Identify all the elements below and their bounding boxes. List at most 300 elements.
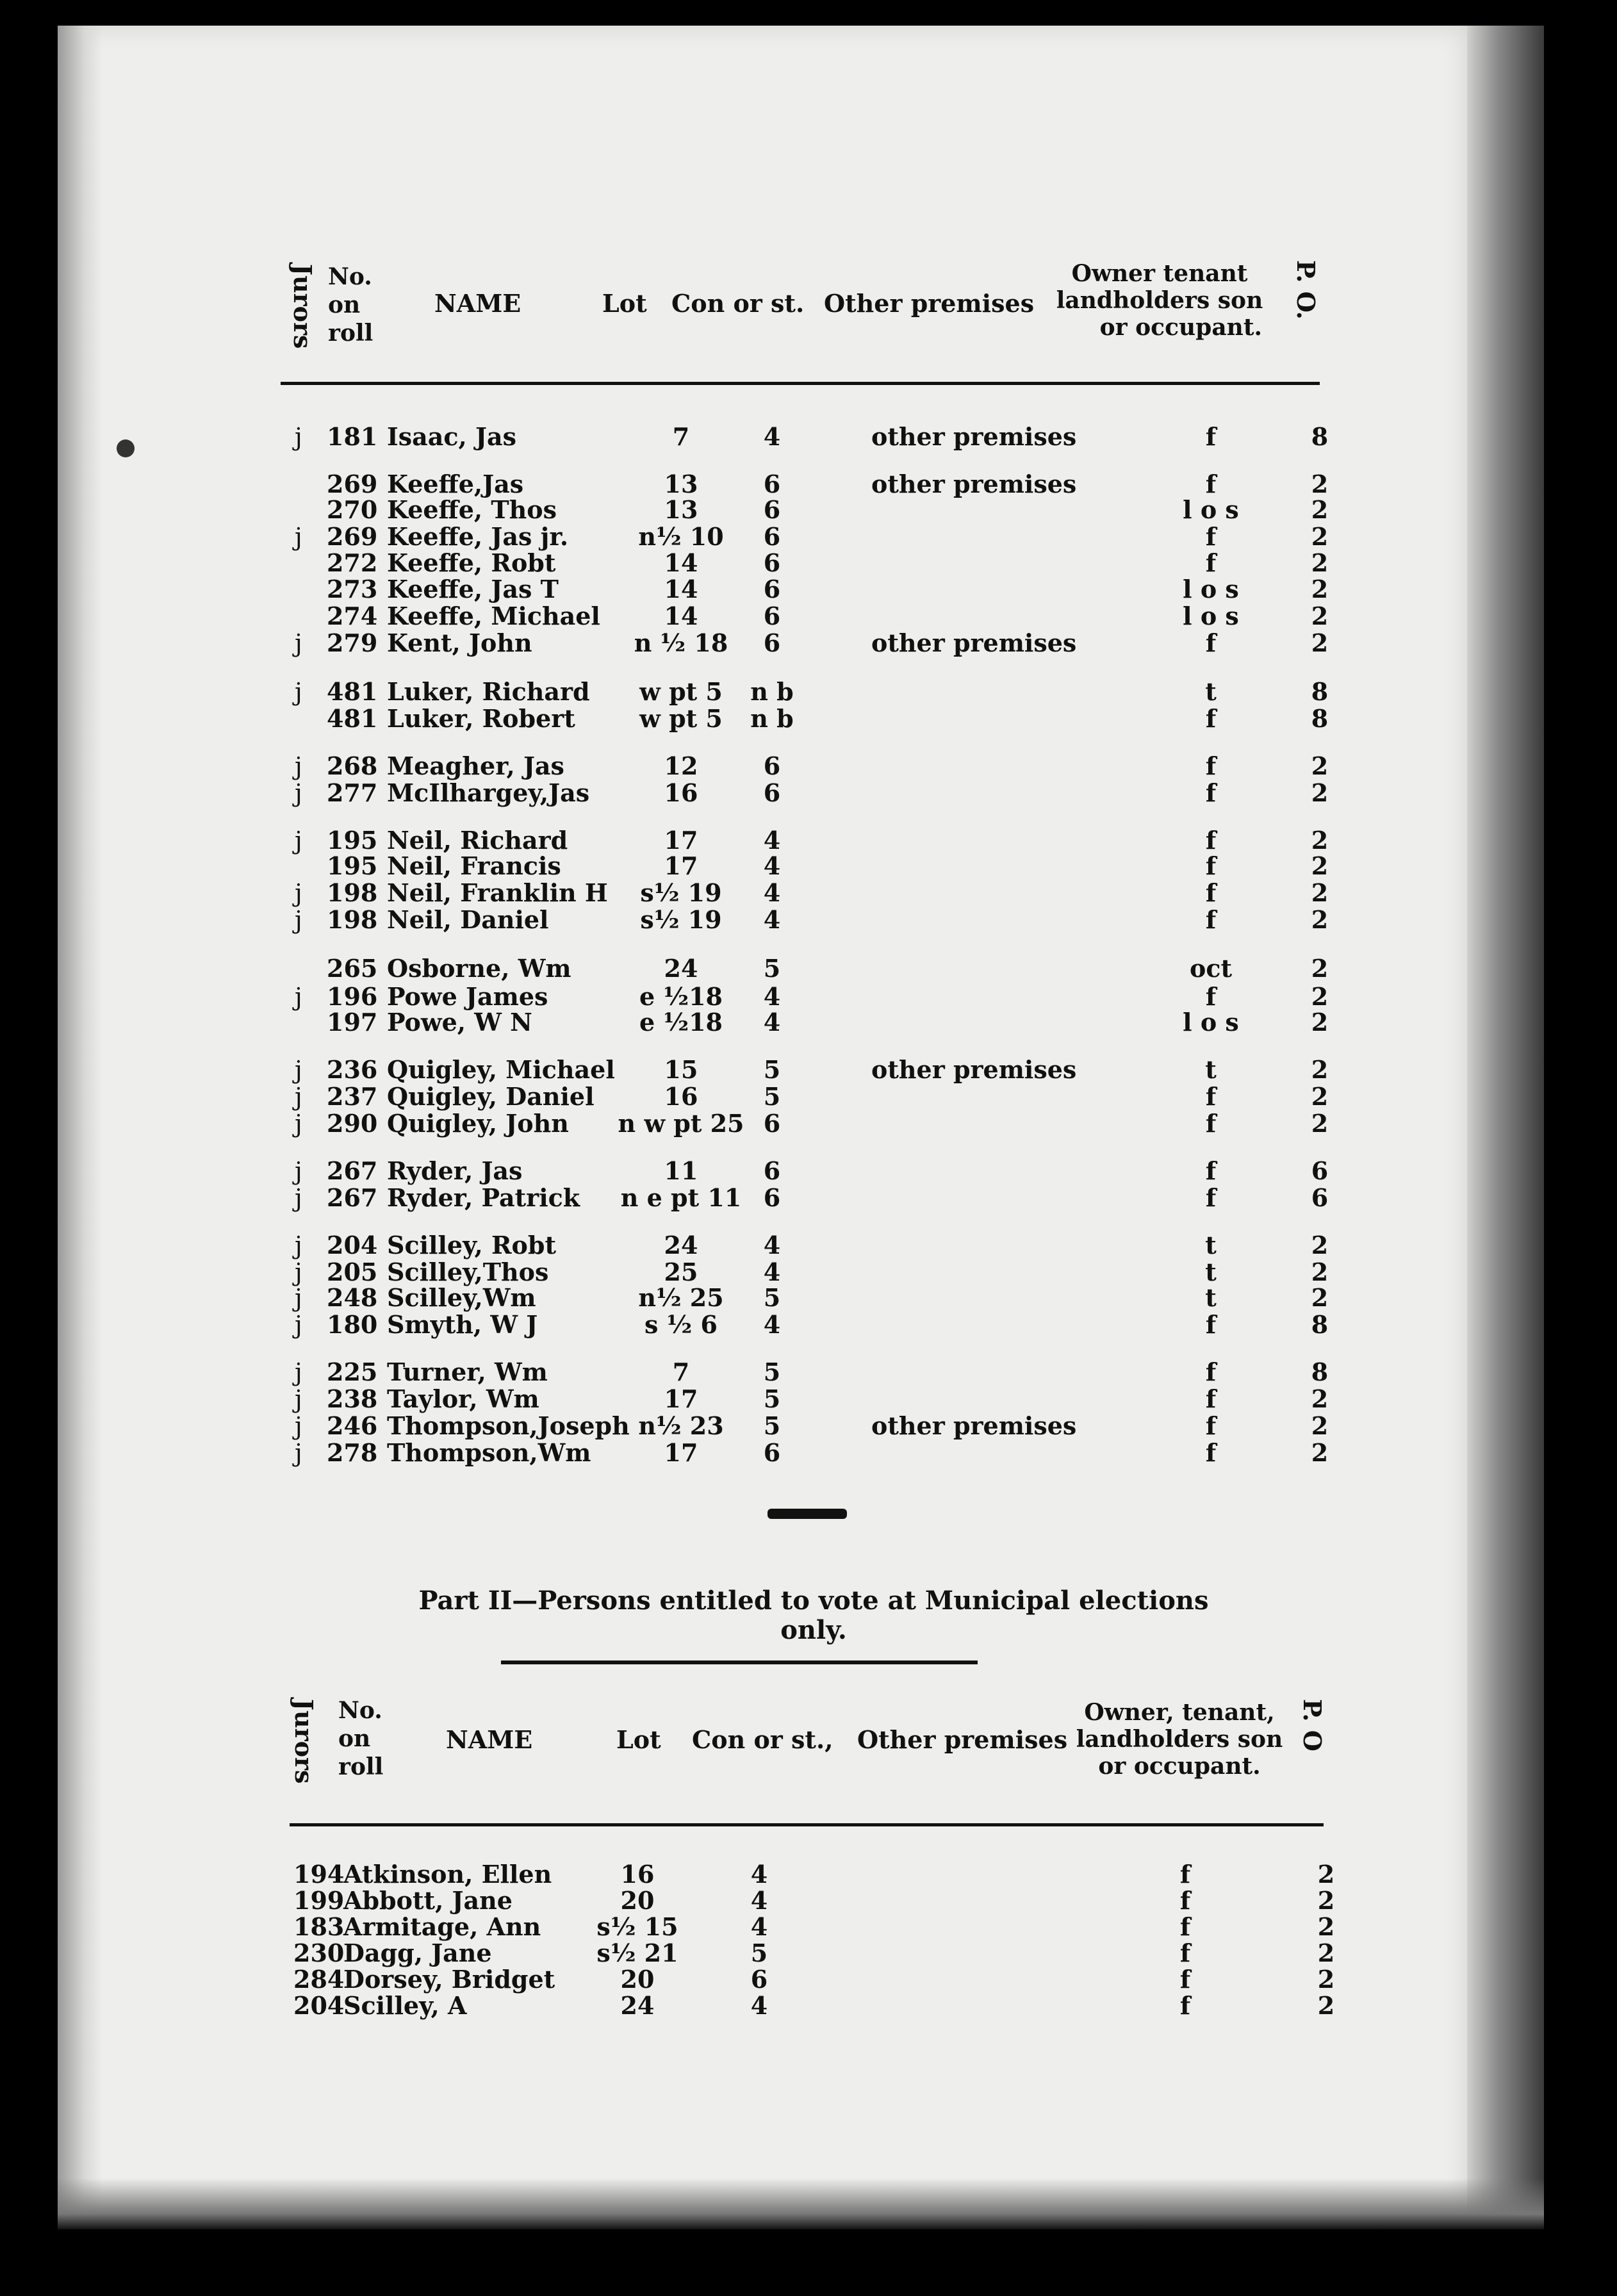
cell-owner: f [1205,628,1217,657]
cell-lot: 14 [664,602,698,630]
cell-num: 236 [327,1055,378,1084]
cell-po: 2 [1311,851,1329,880]
cell-num: 481 [327,677,378,706]
cell-name: Neil, Francis [387,851,561,880]
cell-con: 5 [763,1055,781,1084]
header-name: NAME [434,289,521,318]
cell-po: 2 [1311,628,1329,657]
cell-name: Luker, Robert [387,704,575,733]
cell-name: Luker, Richard [387,677,590,706]
cell-owner: f [1205,470,1217,498]
cell-name: Keeffe,Jas [387,470,524,498]
table-row [0,1008,1617,1037]
cell-po: 2 [1311,826,1329,855]
cell-num: 230 [293,1939,345,1967]
cell-num: 204 [327,1231,378,1259]
cell-po: 2 [1311,1384,1329,1413]
cell-name: Turner, Wm [387,1357,548,1386]
table-row [0,1110,1617,1138]
header2-name: NAME [446,1725,533,1754]
cell-name: Kent, John [387,628,532,657]
table-row [0,1157,1617,1185]
table-row [0,983,1617,1011]
table-row [0,826,1617,855]
cell-name: Ryder, Jas [387,1156,523,1185]
cell-num: 248 [327,1283,378,1312]
cell-other: other premises [871,628,1077,657]
cell-name: Powe, W N [387,1008,532,1037]
cell-po: 2 [1311,1082,1329,1111]
cell-owner: f [1205,1156,1217,1185]
cell-lot: 14 [664,548,698,577]
cell-lot: e ½18 [639,982,723,1011]
cell-owner: f [1179,1939,1191,1967]
cell-con: 4 [763,1310,781,1339]
cell-con: n b [750,677,794,706]
cell-j: j [295,1311,302,1339]
cell-owner: f [1205,704,1217,733]
cell-owner: f [1205,878,1217,907]
cell-j: j [295,779,302,807]
cell-con: 4 [750,1860,768,1889]
cell-num: 195 [327,826,378,855]
cell-lot: w pt 5 [639,704,723,733]
header-lot: Lot [602,289,647,318]
cell-po: 8 [1311,1310,1329,1339]
cell-owner: l o s [1183,495,1239,524]
header2-po: P. O [1298,1699,1327,1751]
cell-po: 6 [1311,1156,1329,1185]
cell-lot: 12 [664,751,698,780]
cell-po: 2 [1311,778,1329,807]
cell-name: Powe James [387,982,548,1011]
cell-owner: f [1205,1109,1217,1138]
cell-con: 5 [763,1283,781,1312]
cell-j: j [295,523,302,551]
cell-name: Quigley, John [387,1109,569,1138]
cell-owner: f [1205,851,1217,880]
cell-name: Keeffe, Thos [387,495,557,524]
header-rule [281,382,1320,385]
part2-title: Part II—Persons entitled to vote at Municipal elections only. [418,1586,1209,1645]
cell-owner: f [1205,548,1217,577]
cell-po: 2 [1317,1886,1335,1915]
cell-num: 265 [327,954,378,983]
cell-lot: 16 [620,1860,655,1889]
cell-con: 6 [763,628,781,657]
table-row [0,423,1617,451]
cell-con: 4 [763,905,781,934]
cell-owner: f [1179,1965,1191,1994]
cell-owner: f [1205,826,1217,855]
cell-name: Neil, Franklin H [387,878,608,907]
cell-num: 198 [327,905,378,934]
cell-num: 205 [327,1258,378,1286]
cell-name: Atkinson, Ellen [343,1860,552,1889]
cell-other: other premises [871,422,1077,451]
cell-po: 2 [1311,1109,1329,1138]
header-other-premises: Other premises [824,289,1035,318]
header-con: Con or st. [671,289,805,318]
part2-title-rule [501,1660,978,1664]
table-row [0,1913,1617,1941]
cell-j: j [295,1157,302,1185]
table-row [0,1965,1617,1994]
cell-con: 4 [763,982,781,1011]
cell-num: 267 [327,1156,378,1185]
header-owner: Owner tenant landholders son or occupant. [1056,260,1263,341]
cell-other: other premises [871,1055,1077,1084]
table-row [0,1231,1617,1259]
cell-po: 2 [1311,470,1329,498]
cell-lot: 24 [664,1231,698,1259]
cell-con: 6 [763,575,781,603]
cell-owner: t [1205,1231,1217,1259]
cell-con: 4 [763,1231,781,1259]
cell-owner: f [1205,1384,1217,1413]
cell-con: 6 [763,778,781,807]
cell-lot: 7 [672,1357,690,1386]
cell-lot: s ½ 6 [644,1310,718,1339]
cell-num: 273 [327,575,378,603]
cell-owner: f [1205,1411,1217,1440]
cell-po: 2 [1311,1231,1329,1259]
cell-owner: f [1205,1310,1217,1339]
cell-num: 269 [327,522,378,551]
cell-lot: 20 [620,1965,655,1994]
cell-num: 196 [327,982,378,1011]
cell-j: j [295,1258,302,1286]
cell-j: j [295,983,302,1011]
cell-j: j [295,1284,302,1312]
cell-con: 5 [763,1357,781,1386]
cell-lot: 16 [664,1082,698,1111]
table-row [0,1358,1617,1386]
cell-con: 6 [763,1109,781,1138]
cell-name: Isaac, Jas [387,422,517,451]
page-edge-bottom [58,2178,1544,2229]
table-row [0,1860,1617,1889]
cell-con: 6 [763,602,781,630]
cell-other: other premises [871,1411,1077,1440]
cell-owner: t [1205,1283,1217,1312]
cell-name: Scilley, Robt [387,1231,557,1259]
cell-owner: t [1205,1258,1217,1286]
header2-lot: Lot [616,1725,661,1754]
cell-lot: 7 [672,422,690,451]
cell-po: 2 [1311,1411,1329,1440]
cell-num: 195 [327,851,378,880]
cell-j: j [295,629,302,657]
cell-po: 2 [1311,1055,1329,1084]
header-po: P. O. [1292,260,1320,320]
cell-name: Taylor, Wm [387,1384,539,1413]
table-row [0,1887,1617,1915]
cell-num: 180 [327,1310,378,1339]
cell-j: j [295,752,302,780]
cell-con: 5 [763,1384,781,1413]
cell-j: j [295,906,302,934]
cell-j: j [295,879,302,907]
cell-j: j [295,1412,302,1440]
cell-con: 6 [763,470,781,498]
cell-j: j [295,1385,302,1413]
table-row [0,906,1617,934]
cell-j: j [295,826,302,855]
cell-num: 278 [327,1438,378,1467]
cell-con: 6 [763,548,781,577]
cell-name: Ryder, Patrick [387,1183,580,1212]
cell-po: 2 [1311,878,1329,907]
header2-other-premises: Other premises [857,1725,1068,1754]
cell-con: 4 [750,1886,768,1915]
table-row [0,705,1617,733]
table-row [0,1939,1617,1967]
table-row [0,955,1617,983]
cell-con: n b [750,704,794,733]
cell-po: 8 [1311,1357,1329,1386]
table-row [0,752,1617,780]
cell-j: j [295,1083,302,1111]
header2-con: Con or st., [692,1725,833,1754]
cell-po: 8 [1311,422,1329,451]
cell-owner: t [1205,677,1217,706]
header2-no-on-roll: No. on roll [338,1697,384,1780]
cell-j: j [295,1439,302,1467]
cell-po: 2 [1311,1438,1329,1467]
header2-jurors: Jurors [290,1699,318,1784]
cell-con: 4 [763,1008,781,1037]
cell-po: 2 [1311,982,1329,1011]
table-row [0,678,1617,706]
cell-j: j [295,423,302,451]
cell-owner: l o s [1183,602,1239,630]
table-row [0,1258,1617,1286]
cell-name: Thompson,Joseph [387,1411,630,1440]
cell-owner: f [1179,1991,1191,2020]
cell-po: 2 [1311,954,1329,983]
cell-lot: 17 [664,1384,698,1413]
cell-name: Neil, Daniel [387,905,549,934]
cell-lot: n½ 10 [638,522,724,551]
cell-owner: f [1205,1082,1217,1111]
cell-po: 2 [1311,1008,1329,1037]
table-row [0,1284,1617,1312]
header2-owner: Owner, tenant, landholders son or occupant. [1076,1699,1283,1780]
cell-lot: 20 [620,1886,655,1915]
cell-lot: 14 [664,575,698,603]
cell-j: j [295,1358,302,1386]
cell-owner: f [1205,982,1217,1011]
cell-name: Smyth, W J [387,1310,538,1339]
cell-po: 2 [1311,751,1329,780]
cell-j: j [295,1056,302,1084]
cell-con: 6 [763,1438,781,1467]
cell-num: 199 [293,1886,345,1915]
cell-po: 8 [1311,704,1329,733]
cell-num: 481 [327,704,378,733]
cell-lot: s½ 19 [640,878,722,907]
cell-num: 274 [327,602,378,630]
cell-po: 2 [1311,1258,1329,1286]
cell-con: 4 [750,1991,768,2020]
cell-con: 5 [763,1411,781,1440]
cell-lot: 11 [664,1156,698,1185]
table-row [0,852,1617,880]
header-no-on-roll: No. on roll [328,263,373,347]
cell-con: 6 [763,495,781,524]
cell-lot: 24 [664,954,698,983]
cell-name: Scilley,Thos [387,1258,549,1286]
table-row [0,629,1617,657]
cell-po: 2 [1317,1860,1335,1889]
cell-owner: f [1205,1183,1217,1212]
cell-owner: oct [1189,954,1233,983]
cell-name: Meagher, Jas [387,751,564,780]
table-row [0,523,1617,551]
header-jurors: Jurors [288,264,317,349]
header2-rule [290,1823,1324,1826]
cell-lot: s½ 19 [640,905,722,934]
cell-num: 194 [293,1860,345,1889]
cell-po: 2 [1311,905,1329,934]
cell-po: 2 [1311,575,1329,603]
cell-po: 2 [1311,522,1329,551]
cell-con: 4 [763,878,781,907]
cell-num: 284 [293,1965,345,1994]
cell-name: Osborne, Wm [387,954,571,983]
cell-name: McIlhargey,Jas [387,778,590,807]
cell-con: 5 [750,1939,768,1967]
cell-po: 2 [1311,548,1329,577]
cell-lot: n w pt 25 [618,1109,744,1138]
table-row [0,496,1617,524]
cell-po: 2 [1317,1991,1335,2020]
cell-con: 5 [763,954,781,983]
cell-con: 6 [763,751,781,780]
cell-name: Keeffe, Jas T [387,575,559,603]
cell-num: 198 [327,878,378,907]
cell-owner: f [1205,1438,1217,1467]
cell-j: j [295,1184,302,1212]
cell-num: 267 [327,1183,378,1212]
cell-lot: 17 [664,1438,698,1467]
cell-num: 238 [327,1384,378,1413]
cell-name: Abbott, Jane [343,1886,513,1915]
cell-owner: f [1205,778,1217,807]
cell-num: 279 [327,628,378,657]
cell-con: 4 [763,422,781,451]
cell-name: Dorsey, Bridget [343,1965,555,1994]
cell-num: 197 [327,1008,378,1037]
cell-num: 204 [293,1991,345,2020]
cell-owner: f [1179,1912,1191,1941]
table-row [0,575,1617,603]
cell-owner: f [1205,1357,1217,1386]
cell-name: Thompson,Wm [387,1438,591,1467]
cell-name: Keeffe, Michael [387,602,600,630]
table-row [0,1412,1617,1440]
cell-lot: 16 [664,778,698,807]
cell-name: Scilley, A [343,1991,467,2020]
table-row [0,779,1617,807]
cell-po: 6 [1311,1183,1329,1212]
cell-owner: l o s [1183,1008,1239,1037]
cell-lot: 15 [664,1055,698,1084]
cell-lot: 25 [664,1258,698,1286]
cell-other: other premises [871,470,1077,498]
cell-num: 225 [327,1357,378,1386]
cell-con: 6 [763,1156,781,1185]
cell-j: j [295,1231,302,1259]
cell-po: 2 [1317,1965,1335,1994]
cell-lot: n½ 25 [638,1283,724,1312]
table-row [0,1184,1617,1212]
cell-lot: n e pt 11 [620,1183,742,1212]
cell-name: Keeffe, Jas jr. [387,522,569,551]
cell-num: 237 [327,1082,378,1111]
table-row [0,1311,1617,1339]
cell-po: 2 [1317,1912,1335,1941]
cell-num: 290 [327,1109,378,1138]
cell-j: j [295,678,302,706]
cell-owner: f [1205,751,1217,780]
cell-owner: f [1179,1860,1191,1889]
table-row [0,1056,1617,1084]
cell-lot: e ½18 [639,1008,723,1037]
cell-lot: n ½ 18 [634,628,728,657]
cell-po: 2 [1311,602,1329,630]
cell-con: 4 [750,1912,768,1941]
cell-name: Neil, Richard [387,826,568,855]
cell-num: 277 [327,778,378,807]
cell-lot: 24 [620,1991,655,2020]
cell-j: j [295,1110,302,1138]
cell-lot: 13 [664,470,698,498]
cell-owner: f [1179,1886,1191,1915]
cell-name: Quigley, Daniel [387,1082,595,1111]
table-row [0,1439,1617,1467]
cell-name: Scilley,Wm [387,1283,536,1312]
cell-po: 2 [1311,1283,1329,1312]
cell-con: 4 [763,851,781,880]
cell-num: 270 [327,495,378,524]
cell-num: 268 [327,751,378,780]
table-row [0,549,1617,577]
cell-lot: 17 [664,851,698,880]
cell-owner: f [1205,522,1217,551]
cell-po: 2 [1311,495,1329,524]
cell-lot: w pt 5 [639,677,723,706]
cell-con: 6 [763,522,781,551]
cell-lot: 17 [664,826,698,855]
table-row [0,1385,1617,1413]
cell-con: 6 [750,1965,768,1994]
cell-con: 4 [763,826,781,855]
cell-num: 181 [327,422,378,451]
cell-po: 2 [1317,1939,1335,1967]
cell-owner: f [1205,905,1217,934]
section-divider [767,1509,847,1519]
table-row [0,602,1617,630]
table-row [0,470,1617,498]
cell-lot: n½ 23 [638,1411,724,1440]
table-row [0,1992,1617,2020]
cell-owner: t [1205,1055,1217,1084]
cell-name: Quigley, Michael [387,1055,615,1084]
cell-name: Dagg, Jane [343,1939,492,1967]
cell-con: 6 [763,1183,781,1212]
